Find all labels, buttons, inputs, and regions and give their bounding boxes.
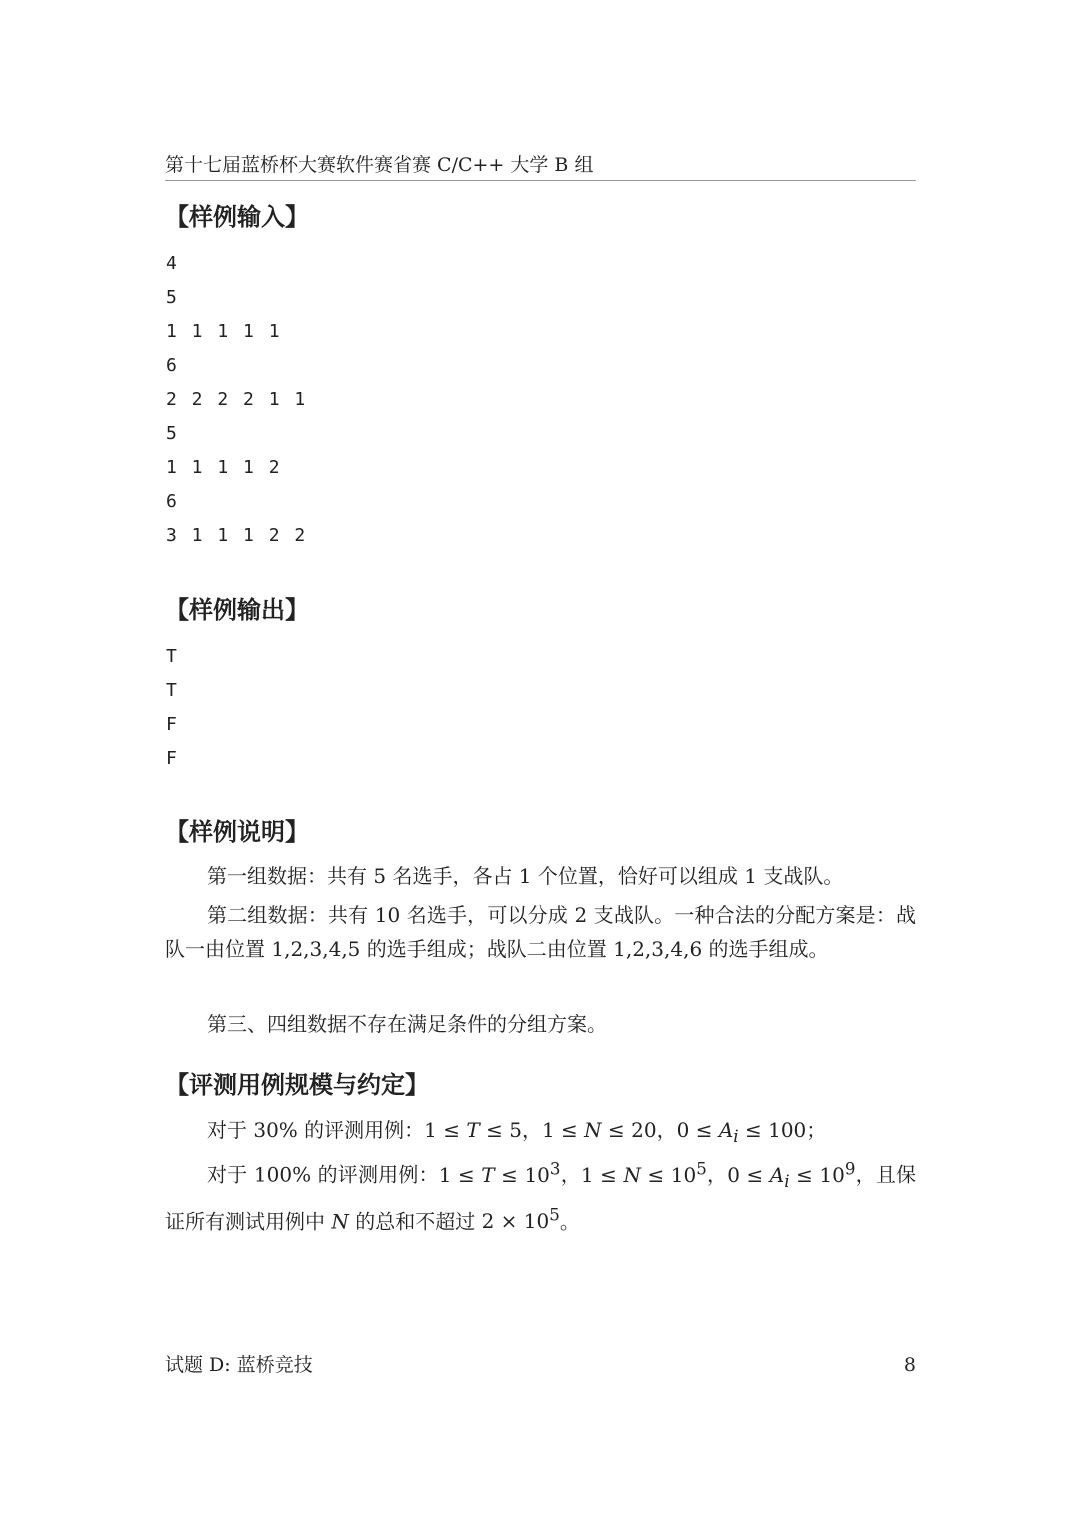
sample-input-line: 2 2 2 2 1 1 bbox=[166, 389, 306, 410]
math-n-range: 1 ≤ N ≤ 20 bbox=[541, 1118, 657, 1142]
page-footer bbox=[165, 1350, 916, 1380]
sample-input-line: 3 1 1 1 2 2 bbox=[166, 525, 306, 546]
sample-input-line: 6 bbox=[166, 491, 177, 512]
constraint-prefix: 对于 100% 的评测用例： bbox=[207, 1162, 439, 1187]
sample-output-heading: 【样例输出】 bbox=[165, 596, 309, 624]
sample-output-block bbox=[166, 640, 177, 776]
sample-input-line: 5 bbox=[166, 423, 177, 444]
math-t-range: 1 ≤ T ≤ 5 bbox=[424, 1118, 522, 1142]
sample-input-line: 1 1 1 1 2 bbox=[166, 457, 280, 478]
page-header bbox=[165, 150, 916, 181]
sample-output-line: T bbox=[166, 646, 177, 667]
sample-input-line: 4 bbox=[166, 253, 177, 274]
sample-explanation-heading: 【样例说明】 bbox=[165, 818, 309, 846]
constraint-prefix: 对于 30% 的评测用例： bbox=[207, 1118, 425, 1142]
constraints-heading: 【评测用例规模与约定】 bbox=[165, 1071, 429, 1099]
sample-output-line: T bbox=[166, 680, 177, 701]
math-a-range: $0 \le A_i \le 10^9$ bbox=[727, 1159, 856, 1191]
explanation-paragraph: 第三、四组数据不存在满足条件的分组方案。 bbox=[207, 1012, 607, 1036]
footer-problem-title: 试题 D: 蓝桥竞技 bbox=[165, 1354, 313, 1376]
header-title: 第十七届蓝桥杯大赛软件赛省赛 C/C++ 大学 B 组 bbox=[165, 154, 594, 176]
math-sum-limit: $2 \times 10^5$ bbox=[481, 1205, 560, 1234]
math-a-range: $0 \le A_i \le 100$ bbox=[676, 1118, 807, 1146]
constraint-paragraph-30: 对于 30% 的评测用例：1 ≤ T ≤ 5，1 ≤ N ≤ 20，$0 \le A_i \le 100$； bbox=[207, 1118, 827, 1146]
page-number: 8 bbox=[903, 1354, 916, 1376]
sample-input-line: 5 bbox=[166, 287, 177, 308]
math-n-range: $1 \le N \le 10^5$ bbox=[580, 1159, 707, 1187]
explanation-paragraph: 第二组数据：共有 10 名选手，可以分成 2 支战队。一种合法的分配方案是：战队一由位置 1,2,3,4,5 的选手组成；战队二由位置 1,2,3,4,6 的选手组成。 bbox=[165, 903, 916, 961]
sample-input-line: 6 bbox=[166, 355, 177, 376]
sample-output-line: F bbox=[166, 714, 177, 735]
sample-input-block bbox=[166, 247, 305, 553]
explanation-paragraph: 第一组数据：共有 5 名选手，各占 1 个位置，恰好可以组成 1 支战队。 bbox=[207, 864, 844, 888]
constraint-paragraph-100: 对于 100% 的评测用例：$1 \le T \le 10^3$，$1 \le N \le 10^5$，$0 \le A_i \le 10^9$，且保证所有测试用例中 N 的总和不超过 $2 \times 10^5$。 bbox=[165, 1159, 917, 1234]
math-t-range: $1 \le T \le 10^3$ bbox=[438, 1159, 561, 1187]
sample-input-line: 1 1 1 1 1 bbox=[166, 321, 280, 342]
sample-output-line: F bbox=[166, 748, 177, 769]
sample-input-heading: 【样例输入】 bbox=[165, 203, 309, 231]
